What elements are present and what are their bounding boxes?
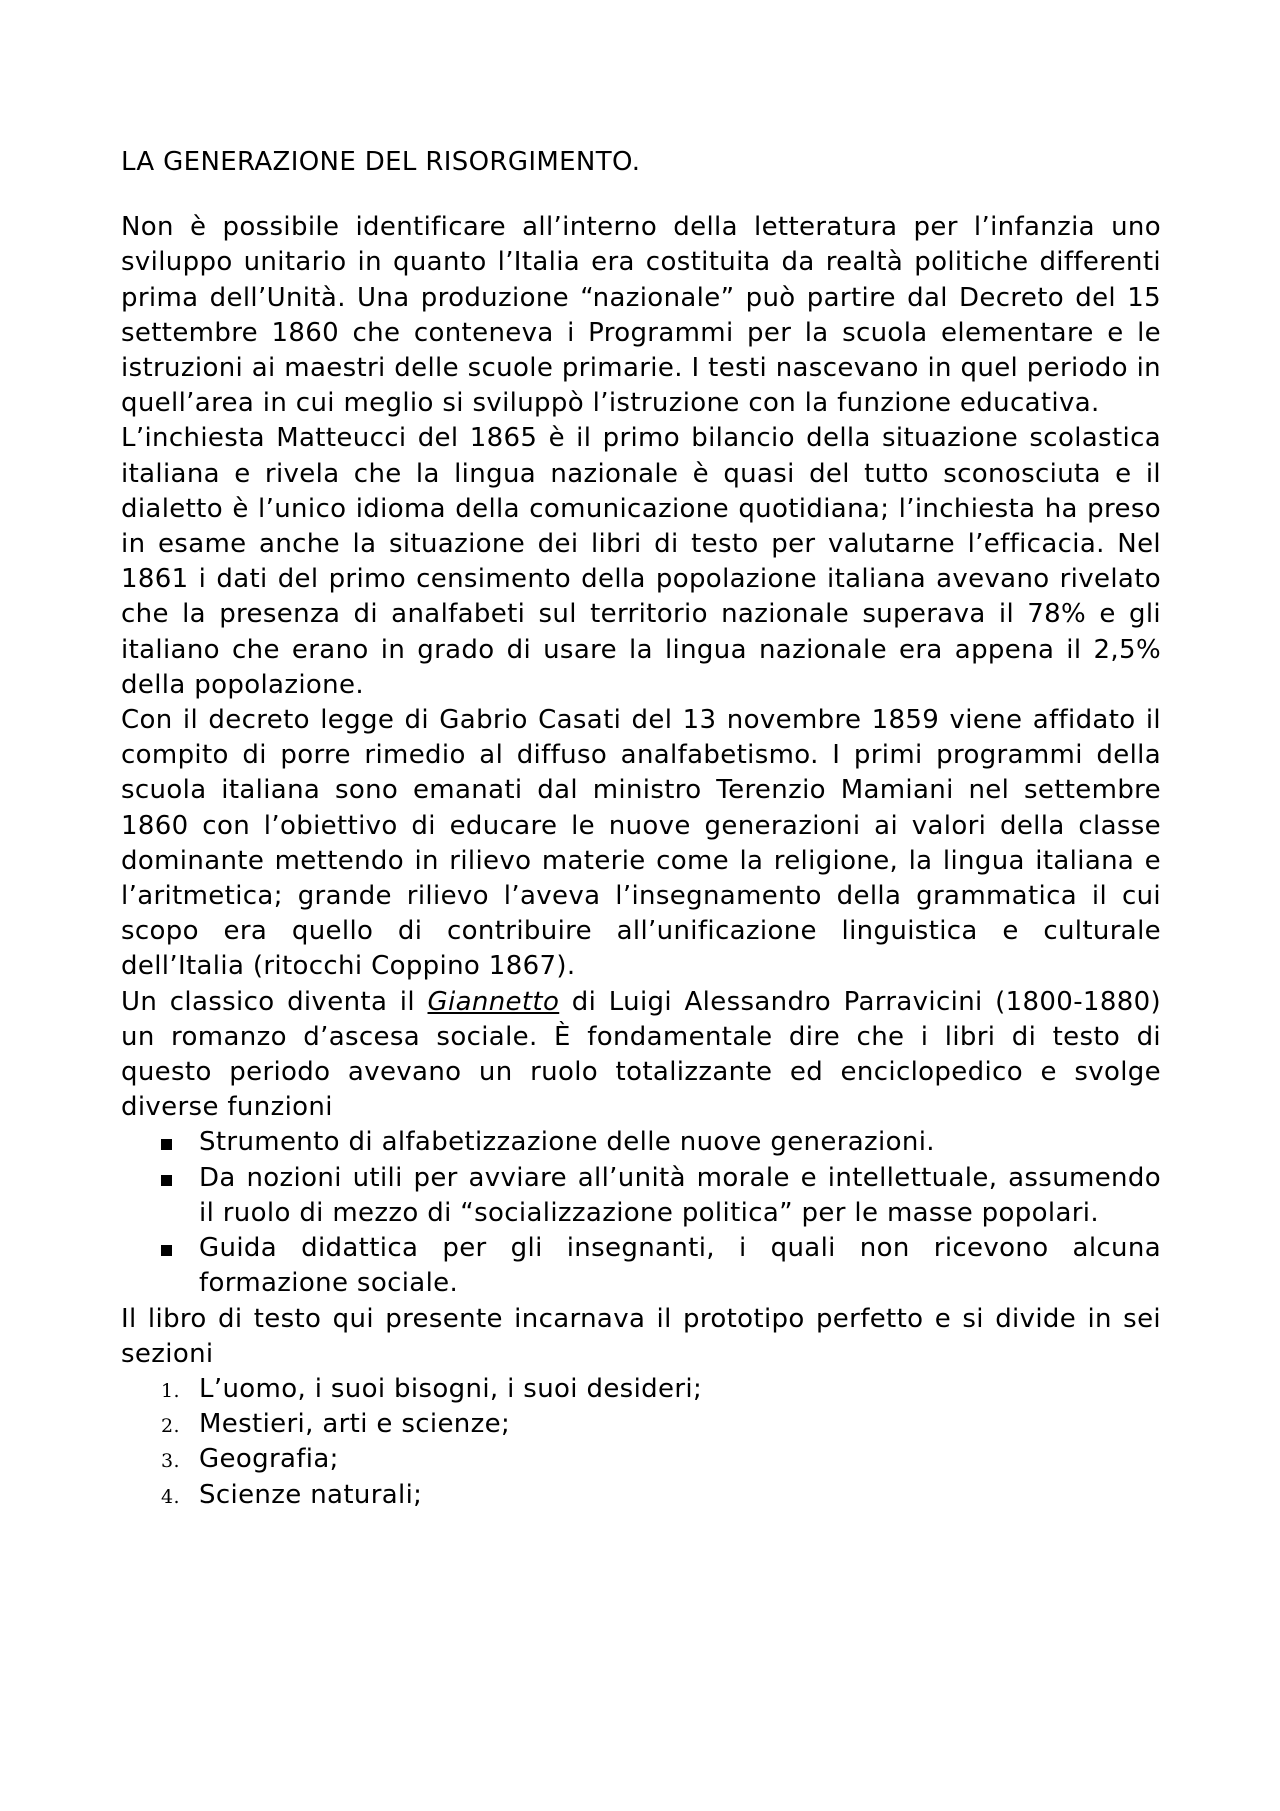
square-bullet-icon (161, 1245, 172, 1256)
document-page (121, 145, 1161, 1513)
giannetto-text-after: di Luigi Alessandro Parravicini (1800-1880) un romanzo d’ascesa sociale. È fondamentale dire che i libri di testo di questo periodo avevano un ruolo totalizzante ed enciclopedico e svolge diverse funzioni (121, 986, 1161, 1123)
paragraph-giannetto (121, 985, 1161, 1126)
list-item (199, 1161, 1161, 1231)
list-item (161, 1442, 1161, 1477)
paragraph-casati: Con il decreto legge di Gabrio Casati del 13 novembre 1859 viene affidato il compito di porre rimedio al diffuso analfabetismo. I primi programmi della scuola italiana sono emanati dal ministro Terenzio Mamiani nel settembre 1860 con l’obiettivo di educare le nuove generazioni ai valori della classe dominante mettendo in rilievo materie come la religione, la lingua italiana e l’aritmetica; grande rilievo l’aveva l’insegnamento della grammatica il cui scopo era quello di contribuire all’unificazione linguistica e culturale dell’Italia (ritocchi Coppino 1867). (121, 705, 1161, 982)
list-number: 3. (161, 1450, 180, 1473)
paragraph-matteucci: L’inchiesta Matteucci del 1865 è il primo bilancio della situazione scolastica italiana e rivela che la lingua nazionale è quasi del tutto sconosciuta e il dialetto è l’unico idioma della comunicazione quotidiana; l’inchiesta ha preso in esame anche la situazione dei libri di testo per valutarne l’efficacia. Nel 1861 i dati del primo censimento della popolazione italiana avevano rivelato che la presenza di analfabeti sul territorio nazionale superava il 78% e gli italiano che erano in grado di usare la lingua nazionale era appena il 2,5% della popolazione. (121, 423, 1161, 700)
paragraph-sections-intro: Il libro di testo qui presente incarnava il prototipo perfetto e si divide in sei sezioni (121, 1303, 1161, 1369)
functions-list (121, 1125, 1161, 1301)
paragraph-intro: Non è possibile identificare all’interno della letteratura per l’infanzia uno sviluppo unitario in quanto l’Italia era costituita da realtà politiche differenti prima dell’Unità. Una produzione “nazionale” può partire dal Decreto del 15 settembre 1860 che conteneva i Programmi per la scuola elementare e le istruzioni ai maestri delle scuole primarie. I testi nascevano in quel periodo in quell’area in cui meglio si sviluppò l’istruzione con la funzione educativa. (121, 212, 1161, 419)
list-item-text: Da nozioni utili per avviare all’unità morale e intellettuale, assumendo il ruolo di mezzo di “socializzazione politica” per le masse popolari. (199, 1162, 1161, 1228)
list-item-text: Mestieri, arti e scienze; (199, 1409, 511, 1440)
list-number: 1. (161, 1379, 180, 1402)
list-number: 4. (161, 1485, 180, 1508)
list-item-text: Guida didattica per gli insegnanti, i quali non ricevono alcuna formazione sociale. (199, 1233, 1161, 1299)
list-item-text: Geografia; (199, 1444, 339, 1475)
sections-list (121, 1372, 1161, 1513)
book-title-giannetto: Giannetto (427, 986, 560, 1017)
list-item (161, 1407, 1161, 1442)
list-item-text: L’uomo, i suoi bisogni, i suoi desideri; (199, 1373, 703, 1404)
square-bullet-icon (161, 1175, 172, 1186)
list-item (161, 1372, 1161, 1407)
list-number: 2. (161, 1415, 180, 1438)
square-bullet-icon (161, 1139, 172, 1150)
giannetto-text-before: Un classico diventa il (121, 986, 415, 1017)
list-item (199, 1125, 1161, 1160)
list-item (199, 1231, 1161, 1301)
list-item (161, 1478, 1161, 1513)
document-title: LA GENERAZIONE DEL RISORGIMENTO. (121, 147, 641, 177)
list-item-text: Strumento di alfabetizzazione delle nuove generazioni. (199, 1127, 935, 1158)
list-item-text: Scienze naturali; (199, 1479, 423, 1510)
